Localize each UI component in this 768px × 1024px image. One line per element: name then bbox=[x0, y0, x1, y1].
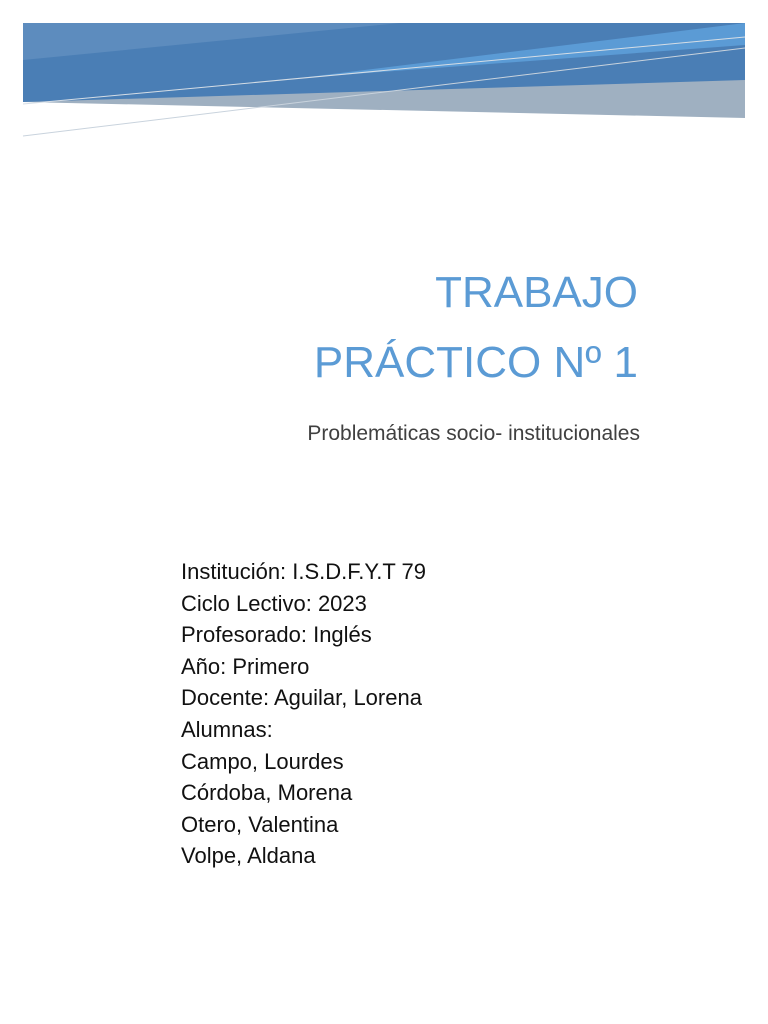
program-line: Profesorado: Inglés bbox=[181, 622, 372, 648]
info-block bbox=[181, 556, 426, 872]
title-block bbox=[314, 258, 638, 398]
student-name: Córdoba, Morena bbox=[181, 780, 353, 806]
header-banner bbox=[0, 0, 768, 150]
teacher-line: Docente: Aguilar, Lorena bbox=[181, 685, 422, 711]
student-name: Otero, Valentina bbox=[181, 811, 339, 837]
student-name: Campo, Lourdes bbox=[181, 748, 344, 774]
institution-line: Institución: I.S.D.F.Y.T 79 bbox=[181, 559, 426, 584]
document-title-line-1: TRABAJO bbox=[435, 268, 638, 317]
year-line: Año: Primero bbox=[181, 653, 310, 679]
students-label: Alumnas: bbox=[181, 716, 273, 742]
student-name: Volpe, Aldana bbox=[181, 843, 316, 869]
document-subtitle: Problemáticas socio- institucionales bbox=[307, 422, 640, 445]
document-title-line-2: PRÁCTICO Nº 1 bbox=[313, 338, 638, 387]
school-year-line: Ciclo Lectivo: 2023 bbox=[181, 590, 367, 616]
